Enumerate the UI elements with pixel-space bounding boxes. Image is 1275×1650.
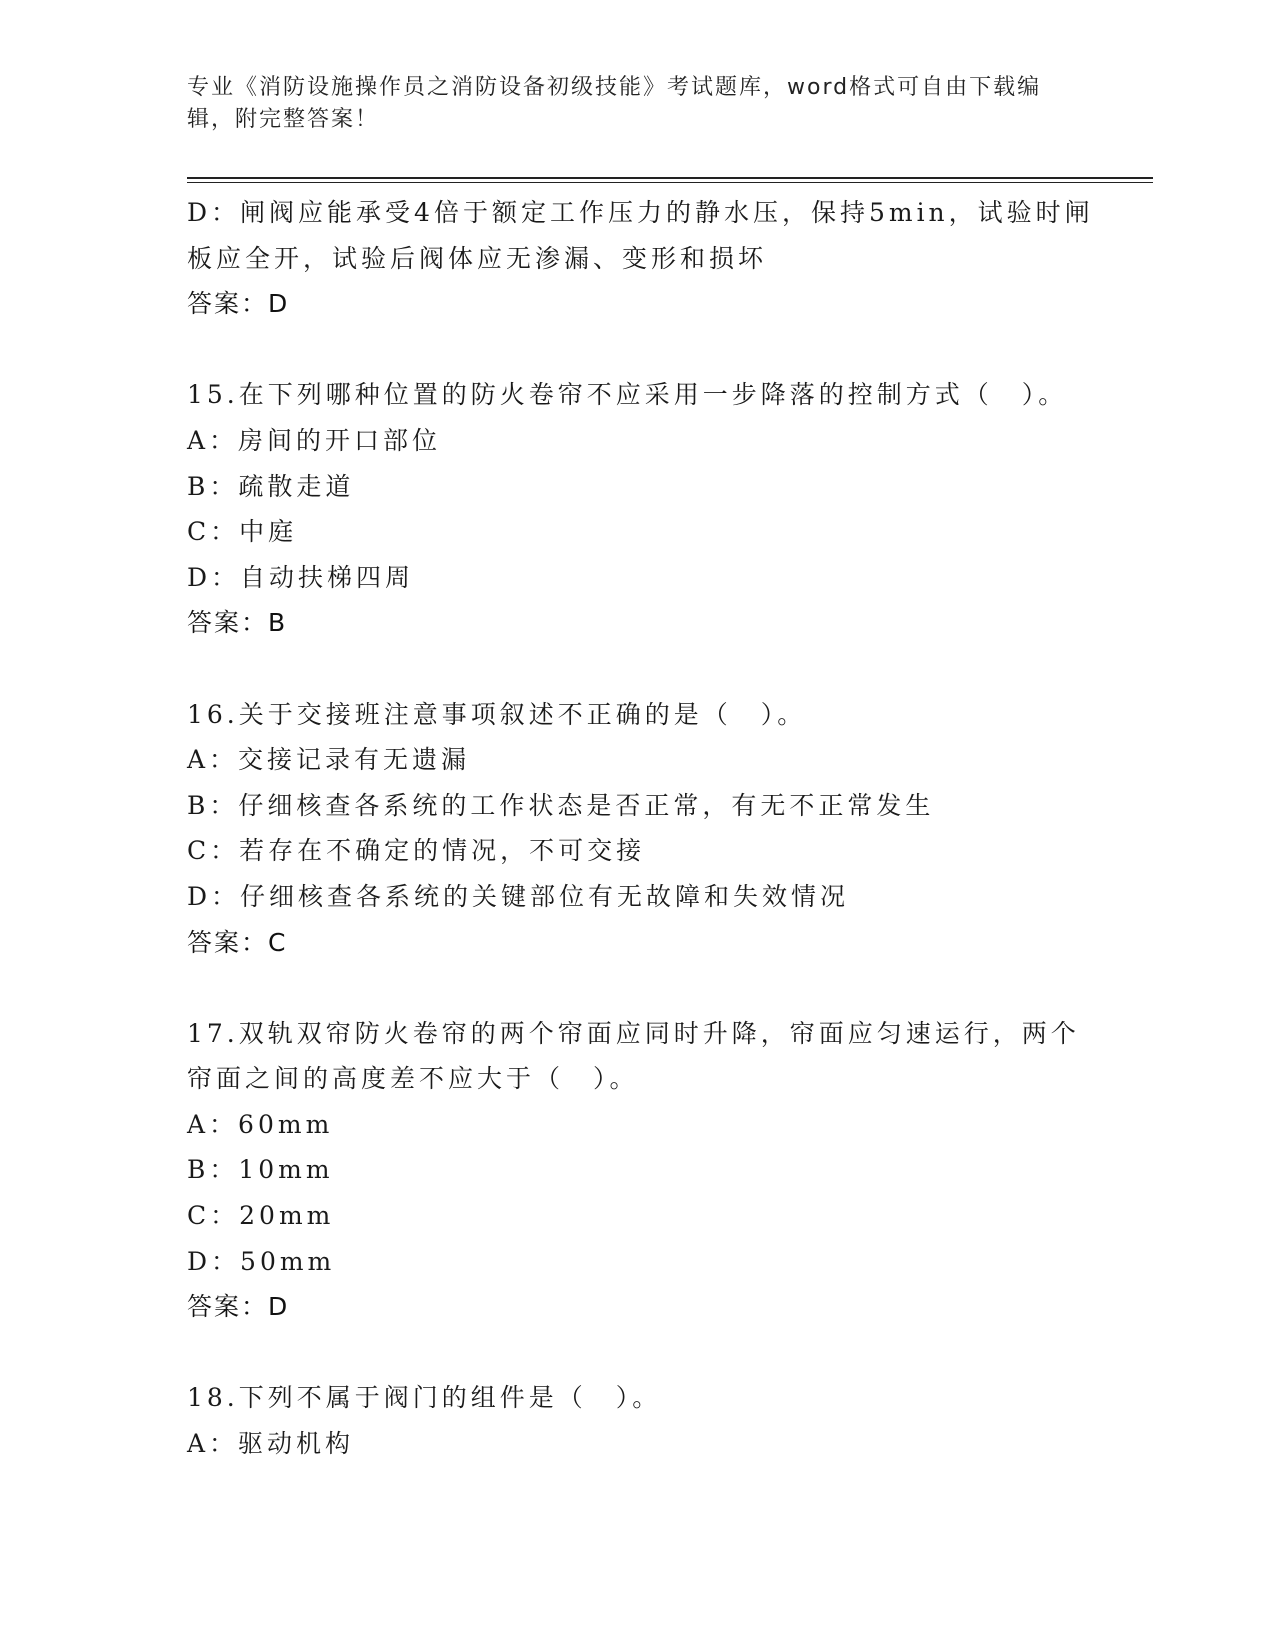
answer-line: 答案：D — [187, 1292, 290, 1322]
answer-line: 答案：B — [187, 608, 288, 638]
header-line-2: 辑，附完整答案！ — [187, 107, 380, 132]
spacer — [187, 965, 1087, 1011]
question-block-18 — [187, 1375, 1087, 1466]
spacer — [187, 646, 1087, 692]
question-block-14-tail — [187, 190, 1094, 327]
question-stem: 17.双轨双帘防火卷帘的两个帘面应同时升降，帘面应匀速运行，两个 — [187, 1018, 1080, 1048]
option-d: D：50mm — [187, 1246, 336, 1276]
option-a: A：驱动机构 — [187, 1429, 355, 1459]
page-header — [187, 72, 1087, 136]
question-block-15 — [187, 372, 1087, 646]
option-b: B：仔细核查各系统的工作状态是否正常，有无不正常发生 — [187, 790, 935, 820]
answer-line: 答案：C — [187, 927, 288, 957]
header-divider-thick — [187, 177, 1153, 179]
question-stem: 18.下列不属于阀门的组件是（ ）。 — [187, 1383, 662, 1413]
question-block-17 — [187, 1011, 1087, 1330]
option-d-continued: 板应全开，试验后阀体应无渗漏、变形和损坏 — [187, 243, 768, 273]
option-d: D：自动扶梯四周 — [187, 562, 415, 592]
spacer — [187, 1330, 1087, 1376]
answer-line: 答案：D — [187, 289, 290, 319]
question-content — [187, 190, 1094, 1467]
option-c: C：20mm — [187, 1201, 335, 1231]
option-a: A：交接记录有无遗漏 — [187, 745, 471, 775]
option-a: A：60mm — [187, 1109, 334, 1139]
option-b: B：疏散走道 — [187, 471, 355, 501]
option-c: C：中庭 — [187, 517, 298, 547]
option-d: D：仔细核查各系统的关键部位有无故障和失效情况 — [187, 881, 850, 911]
question-block-16 — [187, 692, 1087, 966]
option-d: D：闸阀应能承受4倍于额定工作压力的静水压，保持5min，试验时闸 — [187, 198, 1094, 227]
question-stem: 15.在下列哪种位置的防火卷帘不应采用一步降落的控制方式（ ）。 — [187, 380, 1068, 410]
option-c: C：若存在不确定的情况，不可交接 — [187, 836, 646, 866]
question-stem: 16.关于交接班注意事项叙述不正确的是（ ）。 — [187, 699, 807, 729]
header-divider-thin — [187, 182, 1153, 183]
question-stem-continued: 帘面之间的高度差不应大于（ ）。 — [187, 1064, 639, 1094]
option-b: B：10mm — [187, 1155, 334, 1185]
header-line-1: 专业《消防设施操作员之消防设备初级技能》考试题库，word格式可自由下载编 — [187, 75, 1042, 100]
option-a: A：房间的开口部位 — [187, 425, 442, 455]
spacer — [187, 327, 1087, 373]
